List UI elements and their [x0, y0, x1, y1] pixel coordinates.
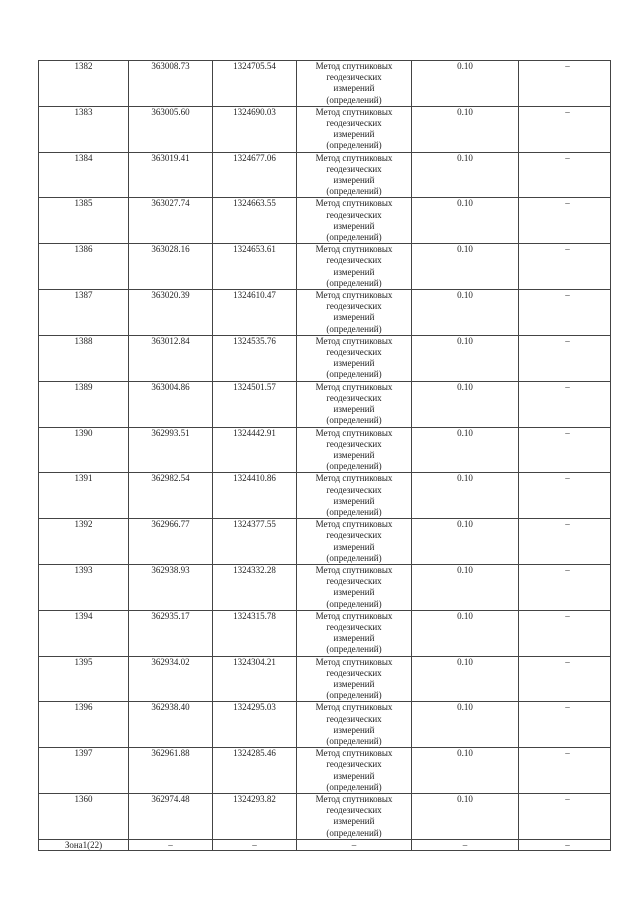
- method-line: Метод спутниковых: [315, 610, 393, 621]
- method-line: измерений: [333, 724, 375, 735]
- x-coordinate-cell: 362938.40: [129, 702, 213, 748]
- y-coordinate-cell: 1324501.57: [213, 381, 297, 427]
- table-row: [39, 748, 611, 794]
- x-coordinate-cell: 362982.54: [129, 473, 213, 519]
- method-line: Метод спутниковых: [315, 335, 393, 346]
- x-coordinate-cell: 362934.02: [129, 656, 213, 702]
- method-cell: [297, 564, 412, 610]
- note-cell: –: [519, 702, 611, 748]
- method-cell: [297, 427, 412, 473]
- method-line: измерений: [333, 358, 375, 369]
- y-coordinate-cell: 1324377.55: [213, 519, 297, 565]
- y-coordinate-cell: 1324410.86: [213, 473, 297, 519]
- zone-summary-row: [39, 839, 611, 850]
- x-coordinate-cell: 363020.39: [129, 290, 213, 336]
- method-line: геодезических: [326, 163, 382, 174]
- method-line: (определений): [326, 506, 382, 517]
- point-id-cell: 1384: [39, 152, 129, 198]
- x-coordinate-cell: 363012.84: [129, 335, 213, 381]
- y-coordinate-cell: 1324677.06: [213, 152, 297, 198]
- method-cell: [297, 198, 412, 244]
- table-row: [39, 473, 611, 519]
- point-id-cell: 1395: [39, 656, 129, 702]
- method-line: Метод спутниковых: [315, 61, 393, 71]
- y-coordinate-cell: 1324535.76: [213, 335, 297, 381]
- method-line: измерений: [333, 220, 375, 231]
- table-row: [39, 152, 611, 198]
- method-line: измерений: [333, 495, 375, 506]
- y-coordinate-cell: 1324690.03: [213, 106, 297, 152]
- y-coordinate-cell: 1324295.03: [213, 702, 297, 748]
- x-coordinate-cell: 362935.17: [129, 610, 213, 656]
- note-cell: –: [519, 564, 611, 610]
- note-cell: –: [519, 427, 611, 473]
- method-line: измерений: [333, 449, 375, 460]
- method-line: геодезических: [326, 713, 382, 724]
- point-id-cell: 1394: [39, 610, 129, 656]
- method-line: (определений): [326, 277, 382, 288]
- method-line: измерений: [333, 266, 375, 277]
- method-line: Метод спутниковых: [315, 290, 393, 301]
- accuracy-cell: 0.10: [412, 152, 519, 198]
- x-coordinate-cell: 363008.73: [129, 61, 213, 107]
- method-line: Метод спутниковых: [315, 564, 393, 575]
- method-line: (определений): [326, 232, 382, 243]
- method-cell: [297, 748, 412, 794]
- table-row: [39, 656, 611, 702]
- method-cell: [297, 702, 412, 748]
- method-line: Метод спутниковых: [315, 473, 393, 484]
- method-cell: [297, 335, 412, 381]
- method-line: измерений: [333, 816, 375, 827]
- note-cell: –: [519, 106, 611, 152]
- method-line: (определений): [326, 94, 382, 105]
- point-id-cell: 1392: [39, 519, 129, 565]
- x-coordinate-cell: 363027.74: [129, 198, 213, 244]
- method-line: (определений): [326, 323, 382, 334]
- point-id-cell: 1388: [39, 335, 129, 381]
- zone-method-cell: –: [297, 839, 412, 850]
- method-line: Метод спутниковых: [315, 794, 393, 804]
- table-row: [39, 61, 611, 107]
- method-line: (определений): [326, 735, 382, 746]
- method-line: геодезических: [326, 530, 382, 541]
- point-id-cell: 1387: [39, 290, 129, 336]
- point-id-cell: 1389: [39, 381, 129, 427]
- y-coordinate-cell: 1324442.91: [213, 427, 297, 473]
- method-line: геодезических: [326, 301, 382, 312]
- method-line: измерений: [333, 129, 375, 140]
- method-line: геодезических: [326, 576, 382, 587]
- x-coordinate-cell: 363028.16: [129, 244, 213, 290]
- x-coordinate-cell: 362961.88: [129, 748, 213, 794]
- method-line: Метод спутниковых: [315, 519, 393, 530]
- method-cell: [297, 610, 412, 656]
- y-coordinate-cell: 1324653.61: [213, 244, 297, 290]
- note-cell: –: [519, 335, 611, 381]
- accuracy-cell: 0.10: [412, 473, 519, 519]
- table-row: [39, 610, 611, 656]
- note-cell: –: [519, 473, 611, 519]
- method-cell: [297, 106, 412, 152]
- method-line: геодезических: [326, 209, 382, 220]
- method-line: измерений: [333, 678, 375, 689]
- table-row: [39, 564, 611, 610]
- method-line: геодезических: [326, 118, 382, 129]
- point-id-cell: 1383: [39, 106, 129, 152]
- method-cell: [297, 381, 412, 427]
- note-cell: –: [519, 794, 611, 840]
- method-line: Метод спутниковых: [315, 198, 393, 209]
- x-coordinate-cell: 363005.60: [129, 106, 213, 152]
- zone-accuracy-cell: –: [412, 839, 519, 850]
- accuracy-cell: 0.10: [412, 564, 519, 610]
- method-line: геодезических: [326, 805, 382, 816]
- y-coordinate-cell: 1324315.78: [213, 610, 297, 656]
- y-coordinate-cell: 1324285.46: [213, 748, 297, 794]
- method-cell: [297, 794, 412, 840]
- x-coordinate-cell: 363004.86: [129, 381, 213, 427]
- note-cell: –: [519, 244, 611, 290]
- x-coordinate-cell: 362966.77: [129, 519, 213, 565]
- method-line: Метод спутниковых: [315, 427, 393, 438]
- method-line: геодезических: [326, 621, 382, 632]
- table-row: [39, 702, 611, 748]
- accuracy-cell: 0.10: [412, 198, 519, 244]
- point-id-cell: 1390: [39, 427, 129, 473]
- method-line: геодезических: [326, 392, 382, 403]
- method-line: геодезических: [326, 438, 382, 449]
- zone-label-cell: Зона1(22): [39, 839, 129, 850]
- method-line: Метод спутниковых: [315, 244, 393, 255]
- method-cell: [297, 519, 412, 565]
- table-row: [39, 381, 611, 427]
- method-line: Метод спутниковых: [315, 702, 393, 713]
- accuracy-cell: 0.10: [412, 290, 519, 336]
- x-coordinate-cell: 362974.48: [129, 794, 213, 840]
- method-line: (определений): [326, 781, 382, 792]
- method-cell: [297, 61, 412, 107]
- accuracy-cell: 0.10: [412, 106, 519, 152]
- method-line: Метод спутниковых: [315, 381, 393, 392]
- note-cell: –: [519, 610, 611, 656]
- method-line: Метод спутниковых: [315, 656, 393, 667]
- method-line: (определений): [326, 461, 382, 472]
- accuracy-cell: 0.10: [412, 427, 519, 473]
- accuracy-cell: 0.10: [412, 656, 519, 702]
- x-coordinate-cell: 362938.93: [129, 564, 213, 610]
- table-row: [39, 335, 611, 381]
- method-line: измерений: [333, 541, 375, 552]
- document-page: [38, 60, 611, 851]
- point-id-cell: 1385: [39, 198, 129, 244]
- method-line: (определений): [326, 827, 382, 838]
- y-coordinate-cell: 1324304.21: [213, 656, 297, 702]
- method-line: измерений: [333, 83, 375, 94]
- method-line: (определений): [326, 690, 382, 701]
- note-cell: –: [519, 290, 611, 336]
- table-row: [39, 519, 611, 565]
- method-line: геодезических: [326, 484, 382, 495]
- note-cell: –: [519, 381, 611, 427]
- accuracy-cell: 0.10: [412, 335, 519, 381]
- accuracy-cell: 0.10: [412, 610, 519, 656]
- method-line: измерений: [333, 404, 375, 415]
- method-line: Метод спутниковых: [315, 106, 393, 117]
- method-line: измерений: [333, 312, 375, 323]
- coordinates-table-body: [39, 61, 611, 851]
- point-id-cell: 1386: [39, 244, 129, 290]
- method-line: (определений): [326, 369, 382, 380]
- accuracy-cell: 0.10: [412, 748, 519, 794]
- accuracy-cell: 0.10: [412, 244, 519, 290]
- table-row: [39, 427, 611, 473]
- zone-y-cell: –: [213, 839, 297, 850]
- method-cell: [297, 473, 412, 519]
- point-id-cell: 1396: [39, 702, 129, 748]
- note-cell: –: [519, 61, 611, 107]
- method-line: геодезических: [326, 347, 382, 358]
- method-line: геодезических: [326, 667, 382, 678]
- point-id-cell: 1393: [39, 564, 129, 610]
- method-line: (определений): [326, 598, 382, 609]
- accuracy-cell: 0.10: [412, 519, 519, 565]
- y-coordinate-cell: 1324610.47: [213, 290, 297, 336]
- note-cell: –: [519, 152, 611, 198]
- method-line: геодезических: [326, 72, 382, 83]
- method-line: измерений: [333, 587, 375, 598]
- y-coordinate-cell: 1324332.28: [213, 564, 297, 610]
- method-cell: [297, 656, 412, 702]
- table-row: [39, 198, 611, 244]
- y-coordinate-cell: 1324293.82: [213, 794, 297, 840]
- table-row: [39, 290, 611, 336]
- point-id-cell: 1382: [39, 61, 129, 107]
- x-coordinate-cell: 363019.41: [129, 152, 213, 198]
- accuracy-cell: 0.10: [412, 794, 519, 840]
- method-line: (определений): [326, 186, 382, 197]
- method-cell: [297, 152, 412, 198]
- point-id-cell: 1391: [39, 473, 129, 519]
- zone-x-cell: –: [129, 839, 213, 850]
- accuracy-cell: 0.10: [412, 702, 519, 748]
- point-id-cell: 1360: [39, 794, 129, 840]
- method-line: Метод спутниковых: [315, 748, 393, 759]
- note-cell: –: [519, 519, 611, 565]
- point-id-cell: 1397: [39, 748, 129, 794]
- method-line: Метод спутниковых: [315, 152, 393, 163]
- method-line: геодезических: [326, 759, 382, 770]
- method-line: (определений): [326, 552, 382, 563]
- method-line: (определений): [326, 644, 382, 655]
- method-cell: [297, 290, 412, 336]
- table-row: [39, 244, 611, 290]
- method-line: (определений): [326, 140, 382, 151]
- method-line: геодезических: [326, 255, 382, 266]
- zone-note-cell: –: [519, 839, 611, 850]
- table-row: [39, 794, 611, 840]
- y-coordinate-cell: 1324705.54: [213, 61, 297, 107]
- coordinates-table: [38, 60, 611, 851]
- note-cell: –: [519, 198, 611, 244]
- accuracy-cell: 0.10: [412, 61, 519, 107]
- note-cell: –: [519, 748, 611, 794]
- method-line: измерений: [333, 175, 375, 186]
- method-line: измерений: [333, 633, 375, 644]
- method-line: измерений: [333, 770, 375, 781]
- method-line: (определений): [326, 415, 382, 426]
- x-coordinate-cell: 362993.51: [129, 427, 213, 473]
- y-coordinate-cell: 1324663.55: [213, 198, 297, 244]
- note-cell: –: [519, 656, 611, 702]
- method-cell: [297, 244, 412, 290]
- accuracy-cell: 0.10: [412, 381, 519, 427]
- table-row: [39, 106, 611, 152]
